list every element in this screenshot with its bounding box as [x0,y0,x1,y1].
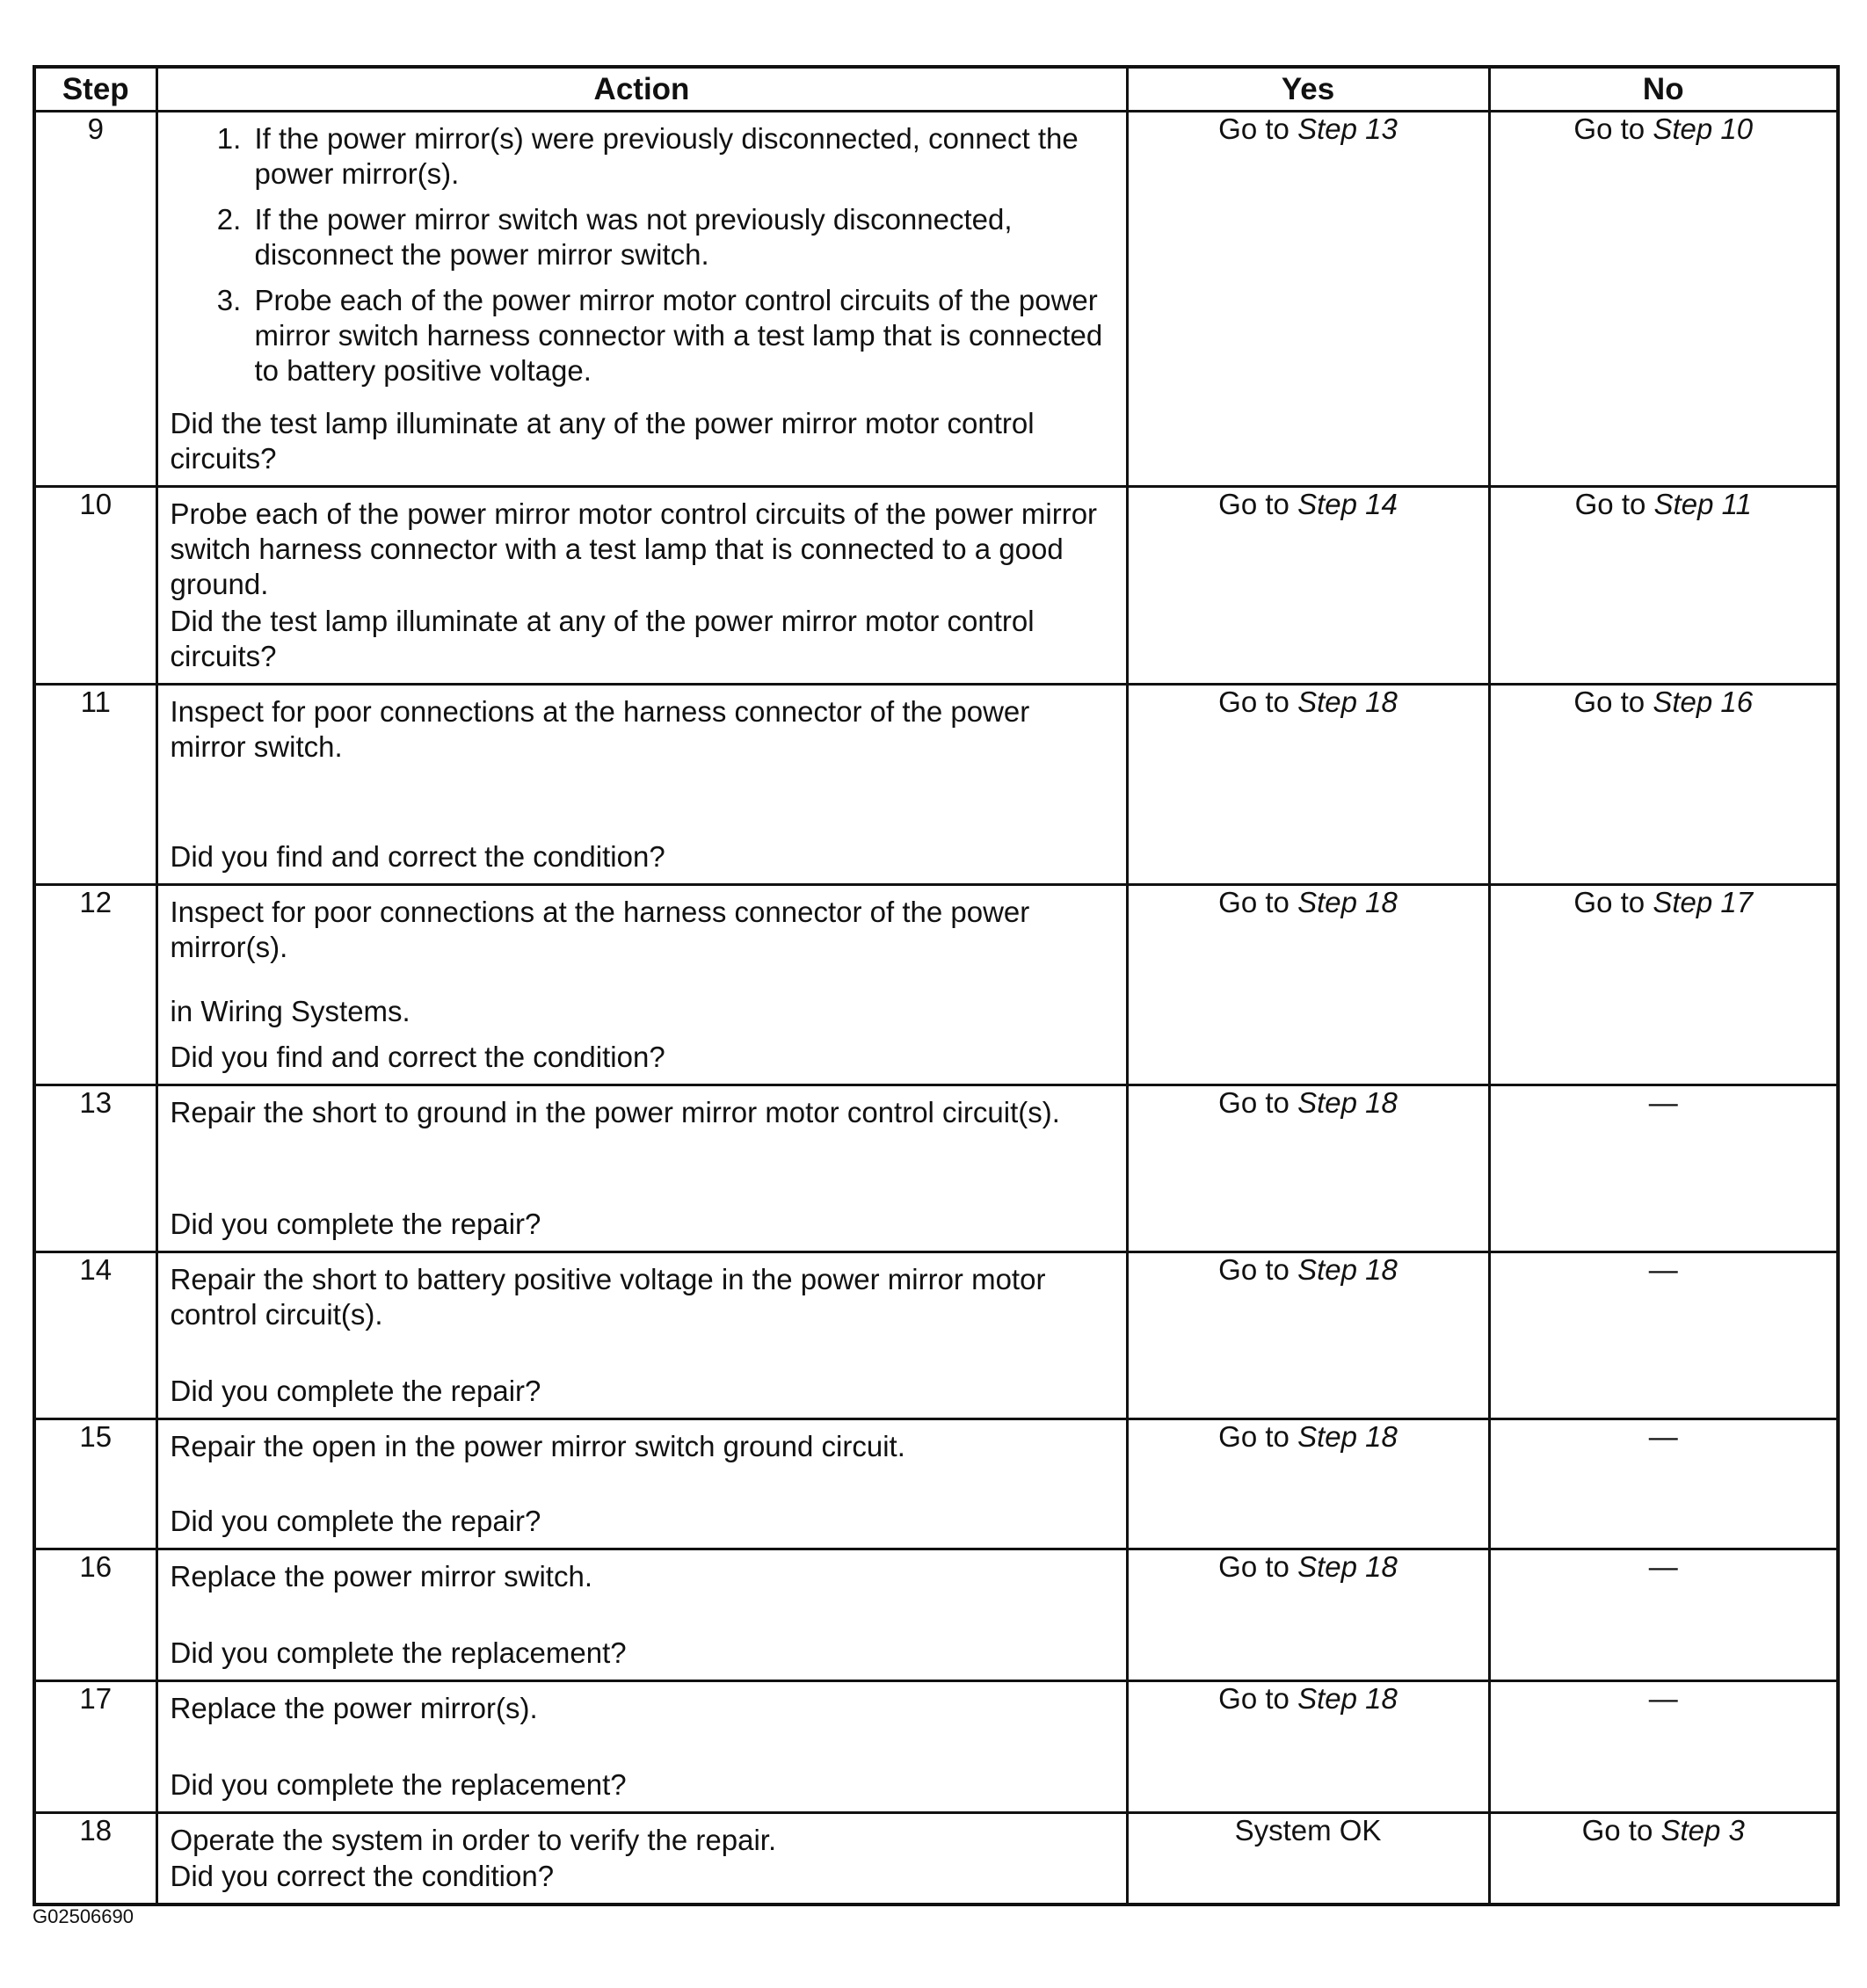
action-text: Inspect for poor connections at the harness connector of the power mirror(s). [170,896,1030,963]
action-cell [156,1085,1127,1252]
step-reference: Step 17 [1653,886,1754,918]
action-question: Did the test lamp illuminate at any of the power mirror motor control circuits? [170,407,1035,475]
figure-code: G02506690 [33,1905,134,1927]
action-text: Replace the power mirror switch. [170,1560,592,1593]
action-cell [156,685,1127,885]
no-cell: Go to Step 10 [1489,112,1838,487]
action-text: Repair the short to ground in the power mirror motor control circuit(s). [170,1096,1060,1128]
step-reference: Step 18 [1297,1682,1398,1715]
no-cell: — [1489,1085,1838,1252]
action-question: Did you complete the repair? [170,1375,541,1407]
action-steps-list [171,121,1114,399]
step-reference: Step 14 [1297,488,1398,520]
step-reference: Step 10 [1653,112,1754,145]
action-question: Did the test lamp illuminate at any of the power mirror motor control circuits? [170,605,1035,672]
action-text: Repair the open in the power mirror switch ground circuit. [170,1430,905,1462]
action-note: in Wiring Systems. [170,995,410,1027]
action-cell [156,1252,1127,1419]
step-number: 14 [34,1252,156,1419]
action-text: Operate the system in order to verify the repair. [170,1824,777,1856]
yes-cell: Go to Step 18 [1127,685,1489,885]
yes-cell: Go to Step 18 [1127,1085,1489,1252]
action-text: Inspect for poor connections at the harness connector of the power mirror switch. [170,695,1030,763]
list-item: 2. If the power mirror switch was not previously disconnected, disconnect the power mirror switch. [250,202,1114,272]
no-cell: Go to Step 17 [1489,885,1838,1085]
step-number: 13 [34,1085,156,1252]
step-reference: Step 3 [1660,1814,1745,1847]
list-item: 1. If the power mirror(s) were previously disconnected, connect the power mirror(s). [250,121,1114,192]
no-cell: Go to Step 3 [1489,1813,1838,1905]
step-reference: Step 18 [1297,1086,1398,1119]
header-yes: Yes [1127,67,1489,112]
step-number: 11 [34,685,156,885]
table-row [34,112,1838,487]
yes-cell: Go to Step 18 [1127,1681,1489,1813]
yes-cell: Go to Step 18 [1127,1419,1489,1549]
list-item: 3. Probe each of the power mirror motor control circuits of the power mirror switch harness connector with a test lamp that is connected to battery positive voltage. [250,283,1114,388]
step-number: 10 [34,487,156,685]
header-row [34,67,1838,112]
action-text: Replace the power mirror(s). [170,1692,538,1724]
yes-cell: Go to Step 18 [1127,1252,1489,1419]
step-number: 18 [34,1813,156,1905]
step-reference: Step 18 [1297,886,1398,918]
action-cell [156,1681,1127,1813]
action-question: Did you complete the repair? [170,1208,541,1240]
action-cell [156,487,1127,685]
step-reference: Step 11 [1653,488,1752,520]
step-reference: Step 16 [1653,686,1754,718]
action-cell [156,1419,1127,1549]
step-reference: Step 18 [1297,1420,1398,1453]
diagnostic-table [33,65,1840,1906]
step-number: 15 [34,1419,156,1549]
table-row [34,885,1838,1085]
action-question: Did you correct the condition? [170,1859,555,1892]
yes-cell: Go to Step 18 [1127,885,1489,1085]
no-cell: — [1489,1681,1838,1813]
step-reference: Step 18 [1297,1550,1398,1583]
table-row [34,1681,1838,1813]
yes-cell: Go to Step 14 [1127,487,1489,685]
step-number: 12 [34,885,156,1085]
header-no: No [1489,67,1838,112]
header-action: Action [156,67,1127,112]
yes-cell: Go to Step 13 [1127,112,1489,487]
action-question: Did you find and correct the condition? [170,840,665,873]
table-row [34,1419,1838,1549]
action-question: Did you complete the repair? [170,1505,541,1537]
step-reference: Step 13 [1297,112,1398,145]
yes-cell: Go to Step 18 [1127,1549,1489,1681]
no-cell: — [1489,1549,1838,1681]
step-number: 17 [34,1681,156,1813]
action-text: Repair the short to battery positive voltage in the power mirror motor control circuit(s). [170,1263,1046,1331]
action-question: Did you complete the replacement? [170,1636,627,1669]
no-cell: — [1489,1419,1838,1549]
action-cell [156,1549,1127,1681]
action-cell [156,1813,1127,1905]
no-cell: Go to Step 11 [1489,487,1838,685]
action-question: Did you complete the replacement? [170,1768,627,1801]
step-reference: Step 18 [1297,686,1398,718]
yes-cell: System OK [1127,1813,1489,1905]
table-row [34,1813,1838,1905]
table-row [34,685,1838,885]
step-number: 9 [34,112,156,487]
action-question: Did you find and correct the condition? [170,1041,665,1073]
header-step: Step [34,67,156,112]
action-cell [156,885,1127,1085]
no-cell: — [1489,1252,1838,1419]
action-text: Probe each of the power mirror motor control circuits of the power mirror switch harness connector with a test lamp that is connected to a good ground. [170,497,1098,600]
table-row [34,1252,1838,1419]
table-row [34,487,1838,685]
table-row [34,1085,1838,1252]
step-reference: Step 18 [1297,1253,1398,1286]
step-number: 16 [34,1549,156,1681]
no-cell: Go to Step 16 [1489,685,1838,885]
table-row [34,1549,1838,1681]
action-cell [156,112,1127,487]
